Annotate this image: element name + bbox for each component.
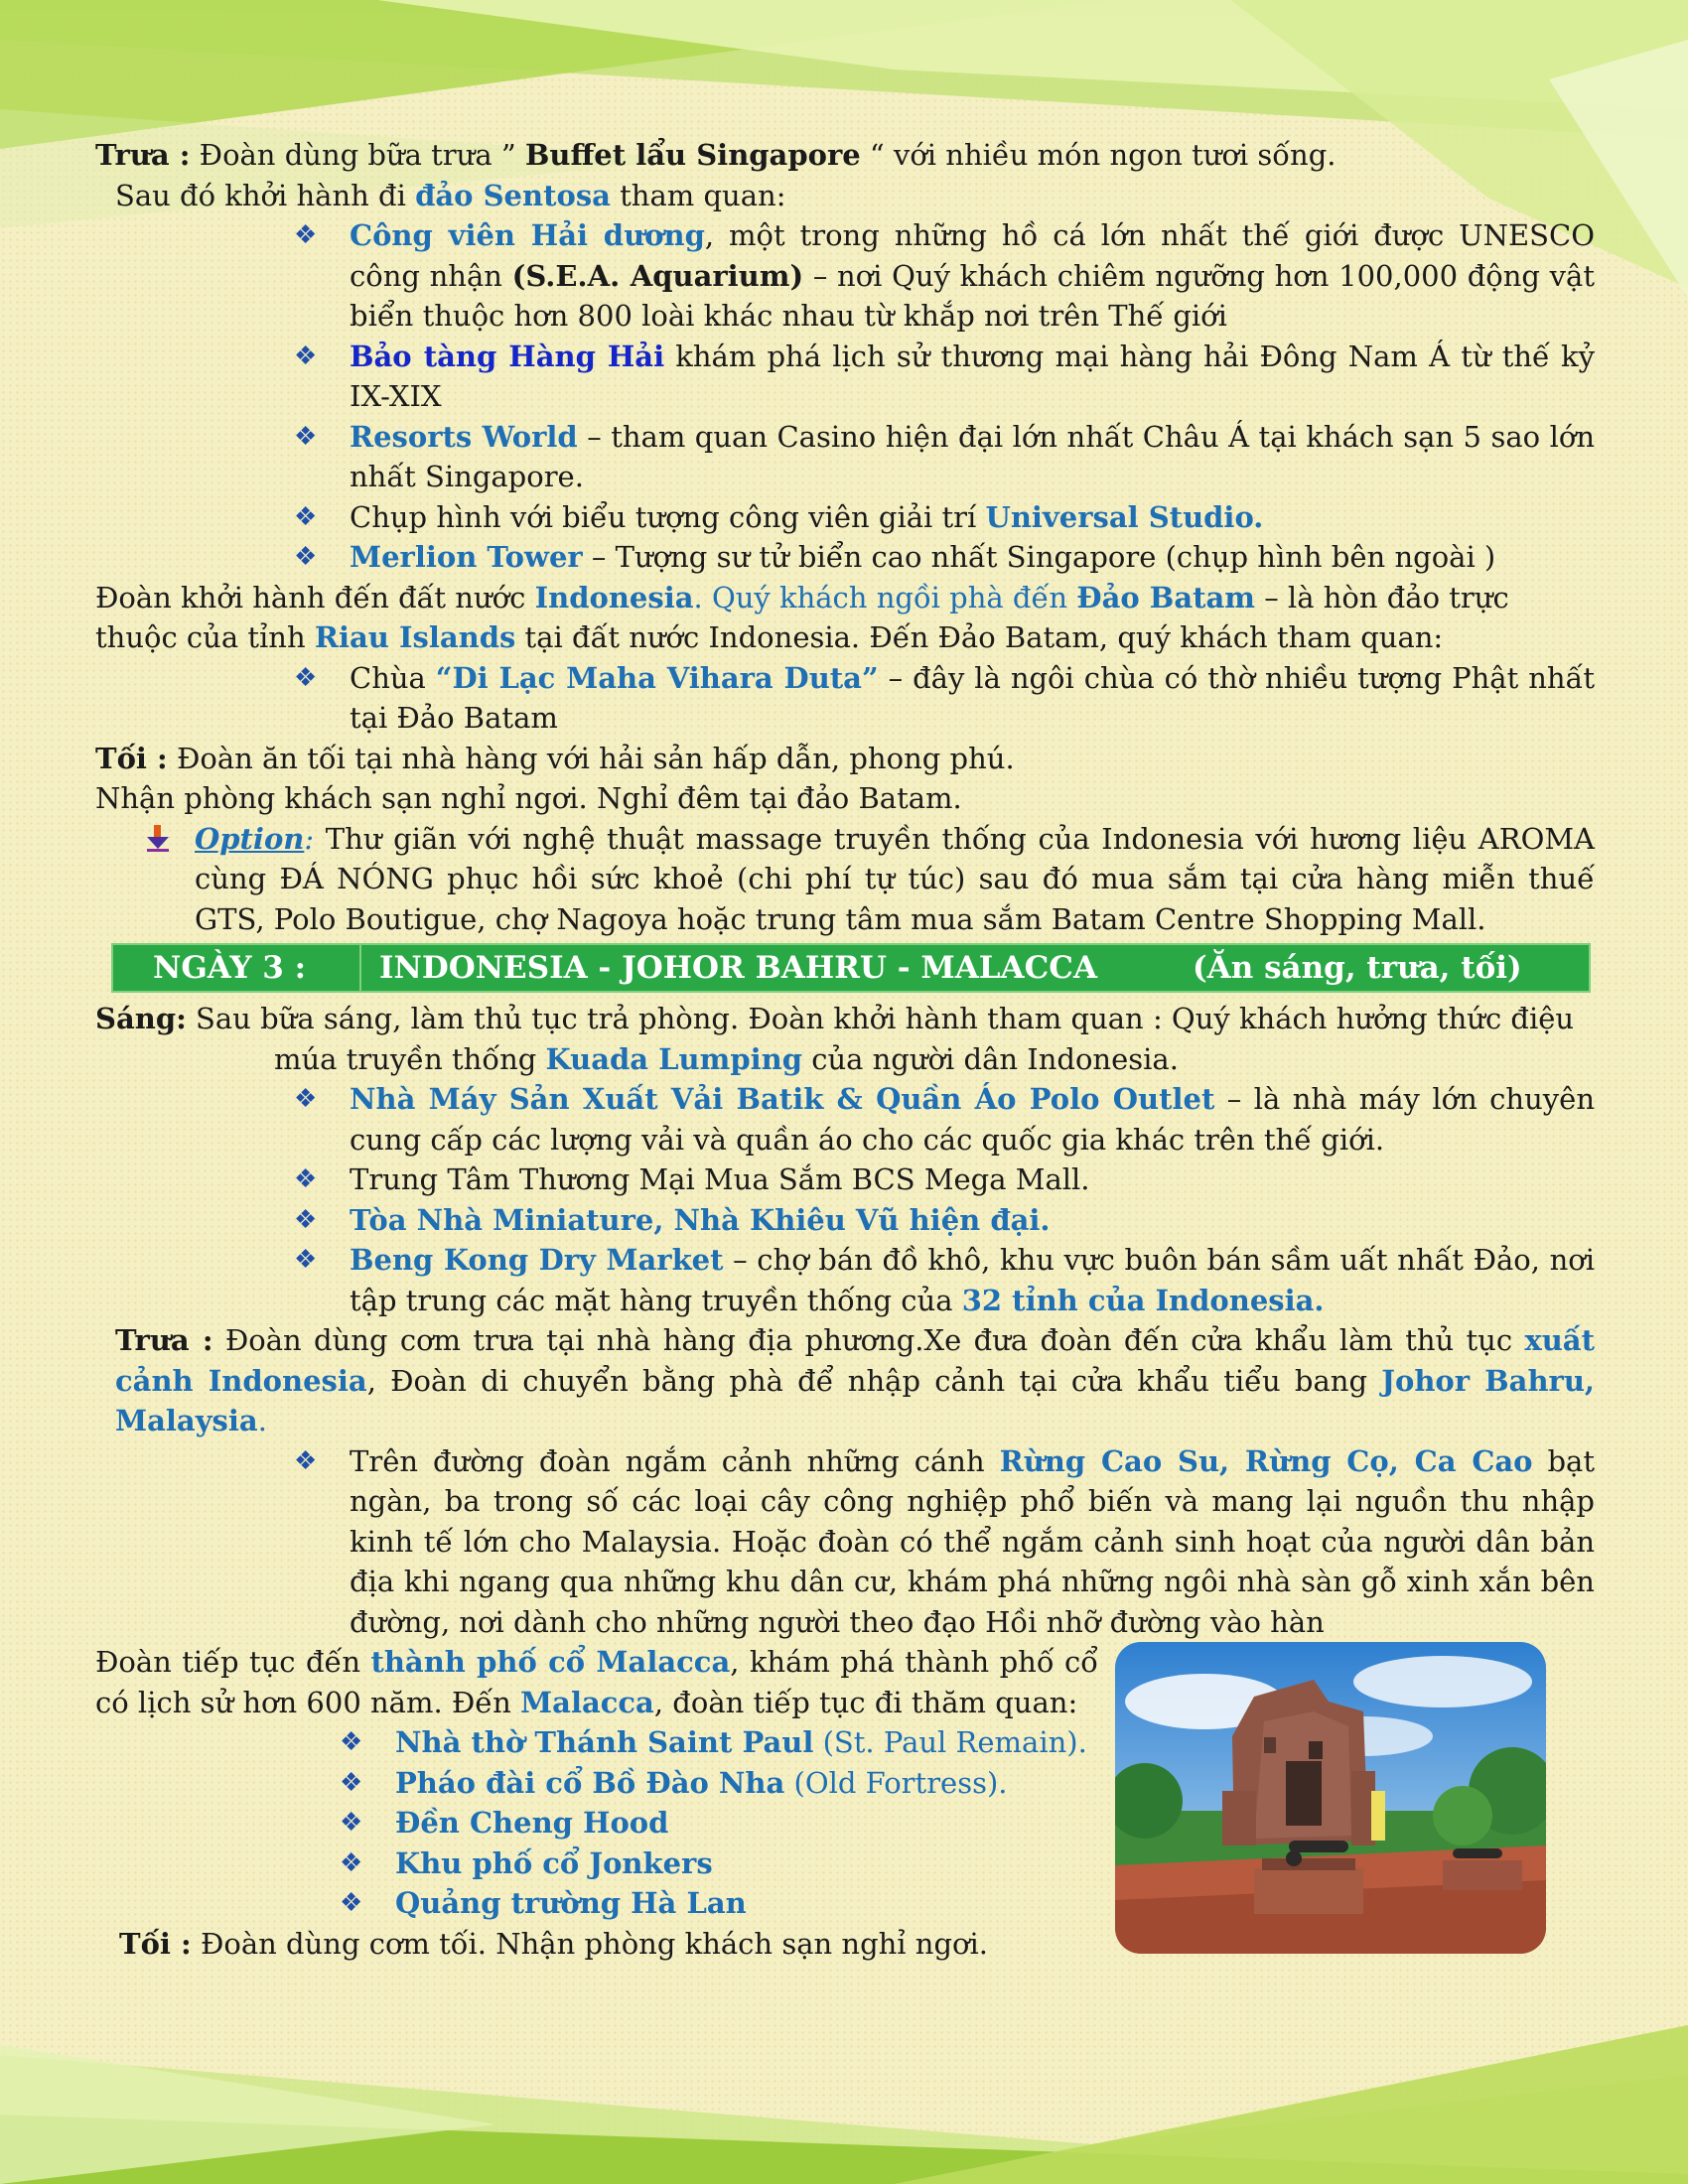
day-meals: (Ăn sáng, trưa, tối)	[1193, 949, 1522, 986]
option-link[interactable]: Option	[195, 821, 305, 856]
malacca-ruins-photo	[1115, 1642, 1546, 1954]
day-label: NGÀY 3 :	[113, 945, 361, 991]
morning-paragraph: Sáng: Sau bữa sáng, làm thủ tục trả phòng. Đoàn khởi hành tham quan : Quý khách hưởng thức điệu múa truyền thống Kuada Lumping của người dân Indonesia.	[95, 1002, 1575, 1076]
list-item: ❖ Trên đường đoàn ngắm cảnh những cánh Rừng Cao Su, Rừng Cọ, Ca Cao bạt ngàn, ba trong số các loại cây công nghiệp phổ biến và mang lại nguồn thu nhập kinh tế lớn cho Malaysia. Hoặc đoàn có thể ngắm cảnh sinh hoạt của người dân bản địa khi ngang qua những khu dân cư, khám phá những ngôi nhà sàn gỗ xinh xắn bên đường, nơi dành cho những người theo đạo Hồi nhỡ đường vào hàn	[294, 1441, 1595, 1643]
list-item: ❖ Merlion Tower – Tượng sư tử biển cao nhất Singapore (chụp hình bên ngoài )	[294, 537, 1595, 578]
list-item: ❖ Đền Cheng Hood	[340, 1803, 1098, 1843]
flag-arrow-icon	[145, 825, 171, 853]
diamond-bullet-icon: ❖	[340, 1847, 363, 1878]
malacca-paragraph: Đoàn tiếp tục đến thành phố cổ Malacca, khám phá thành phố cổ có lịch sử hơn 600 năm. Đến Malacca, đoàn tiếp tục đi thăm quan:	[95, 1645, 1098, 1719]
dinner2-line: Tối : Đoàn dùng cơm tối. Nhận phòng khách sạn nghỉ ngơi.	[119, 1926, 988, 1961]
list-item: ❖ Nhà Máy Sản Xuất Vải Batik & Quần Áo Polo Outlet – là nhà máy lớn chuyên cung cấp các lượng vải và quần áo cho các quốc gia khác trên thế giới.	[294, 1079, 1595, 1160]
diamond-bullet-icon: ❖	[294, 542, 318, 572]
morning-list	[95, 1079, 1595, 1320]
option-paragraph: Option: Thư giãn với nghệ thuật massage truyền thống của Indonesia với hương liệu AROMA cùng ĐÁ NÓNG phục hồi sức khoẻ (chi phí tự túc) sau đó mua sắm tại cửa hàng miễn thuế GTS, Polo Boutigue, chợ Nagoya hoặc trung tâm mua sắm Batam Centre Shopping Mall.	[95, 819, 1595, 940]
diamond-bullet-icon: ❖	[294, 1084, 318, 1114]
list-item: ❖ Quảng trường Hà Lan	[340, 1883, 1098, 1924]
sentosa-line: Sau đó khởi hành đi đảo Sentosa tham quan:	[115, 178, 786, 212]
diamond-bullet-icon: ❖	[340, 1767, 363, 1798]
diamond-bullet-icon: ❖	[294, 421, 318, 452]
diamond-bullet-icon: ❖	[340, 1727, 363, 1757]
diamond-bullet-icon: ❖	[294, 662, 318, 693]
list-item: ❖ Chùa “Di Lạc Maha Vihara Duta” – đây là ngôi chùa có thờ nhiều tượng Phật nhất tại Đảo Batam	[294, 658, 1595, 739]
diamond-bullet-icon: ❖	[294, 1204, 318, 1235]
diamond-bullet-icon: ❖	[294, 1164, 318, 1194]
diamond-bullet-icon: ❖	[294, 220, 318, 250]
sentosa-list	[95, 215, 1595, 578]
list-item: ❖ Bảo tàng Hàng Hải khám phá lịch sử thương mại hàng hải Đông Nam Á từ thế kỷ IX-XIX	[294, 337, 1595, 417]
diamond-bullet-icon: ❖	[294, 341, 318, 371]
lunch2-paragraph: Trưa : Đoàn dùng cơm trưa tại nhà hàng địa phương.Xe đưa đoàn đến cửa khẩu làm thủ tục xuất cảnh Indonesia, Đoàn di chuyển bằng phà để nhập cảnh tại cửa khẩu tiểu bang Johor Bahru, Malaysia.	[115, 1323, 1596, 1437]
malacca-section	[95, 1642, 1595, 1964]
diamond-bullet-icon: ❖	[340, 1808, 363, 1838]
list-item: ❖ Chụp hình với biểu tượng công viên giải trí Universal Studio.	[294, 497, 1595, 538]
indonesia-paragraph: Đoàn khởi hành đến đất nước Indonesia. Quý khách ngồi phà đến Đảo Batam – là hòn đảo trực thuộc của tỉnh Riau Islands tại đất nước Indonesia. Đến Đảo Batam, quý khách tham quan:	[95, 580, 1509, 654]
itinerary-content	[95, 135, 1595, 1964]
day-3-header	[111, 943, 1591, 993]
diamond-bullet-icon: ❖	[340, 1888, 363, 1918]
malacca-list	[95, 1722, 1098, 1924]
dinner-line: Tối : Đoàn ăn tối tại nhà hàng với hải sản hấp dẫn, phong phú.	[95, 741, 1015, 775]
list-item: ❖ Beng Kong Dry Market – chợ bán đồ khô, khu vực buôn bán sầm uất nhất Đảo, nơi tập trung các mặt hàng truyền thống của 32 tỉnh của Indonesia.	[294, 1240, 1595, 1320]
list-item: ❖ Resorts World – tham quan Casino hiện đại lớn nhất Châu Á tại khách sạn 5 sao lớn nhất Singapore.	[294, 417, 1595, 497]
diamond-bullet-icon: ❖	[294, 501, 318, 532]
list-item: ❖ Pháo đài cổ Bồ Đào Nha (Old Fortress).	[340, 1763, 1098, 1804]
batam-list	[95, 658, 1595, 739]
list-item: ❖ Tòa Nhà Miniature, Nhà Khiêu Vũ hiện đại.	[294, 1200, 1595, 1241]
road-list	[95, 1441, 1595, 1643]
list-item: ❖ Công viên Hải dương, một trong những hồ cá lớn nhất thế giới được UNESCO công nhận (S.E.A. Aquarium) – nơi Quý khách chiêm ngưỡng hơn 100,000 động vật biển thuộc hơn 800 loài khác nhau từ khắp nơi trên Thế giới	[294, 215, 1595, 337]
diamond-bullet-icon: ❖	[294, 1445, 318, 1476]
list-item: ❖ Trung Tâm Thương Mại Mua Sắm BCS Mega Mall.	[294, 1160, 1595, 1200]
diamond-bullet-icon: ❖	[294, 1245, 318, 1275]
list-item: ❖ Khu phố cổ Jonkers	[340, 1843, 1098, 1884]
day-route: INDONESIA - JOHOR BAHRU - MALACCA	[379, 949, 1098, 986]
list-item: ❖ Nhà thờ Thánh Saint Paul (St. Paul Remain).	[340, 1722, 1098, 1763]
hotel-line: Nhận phòng khách sạn nghỉ ngơi. Nghỉ đêm tại đảo Batam.	[95, 781, 962, 815]
lunch-line: Trưa : Đoàn dùng bữa trưa ” Buffet lẩu Singapore “ với nhiều món ngon tươi sống.	[95, 138, 1336, 172]
